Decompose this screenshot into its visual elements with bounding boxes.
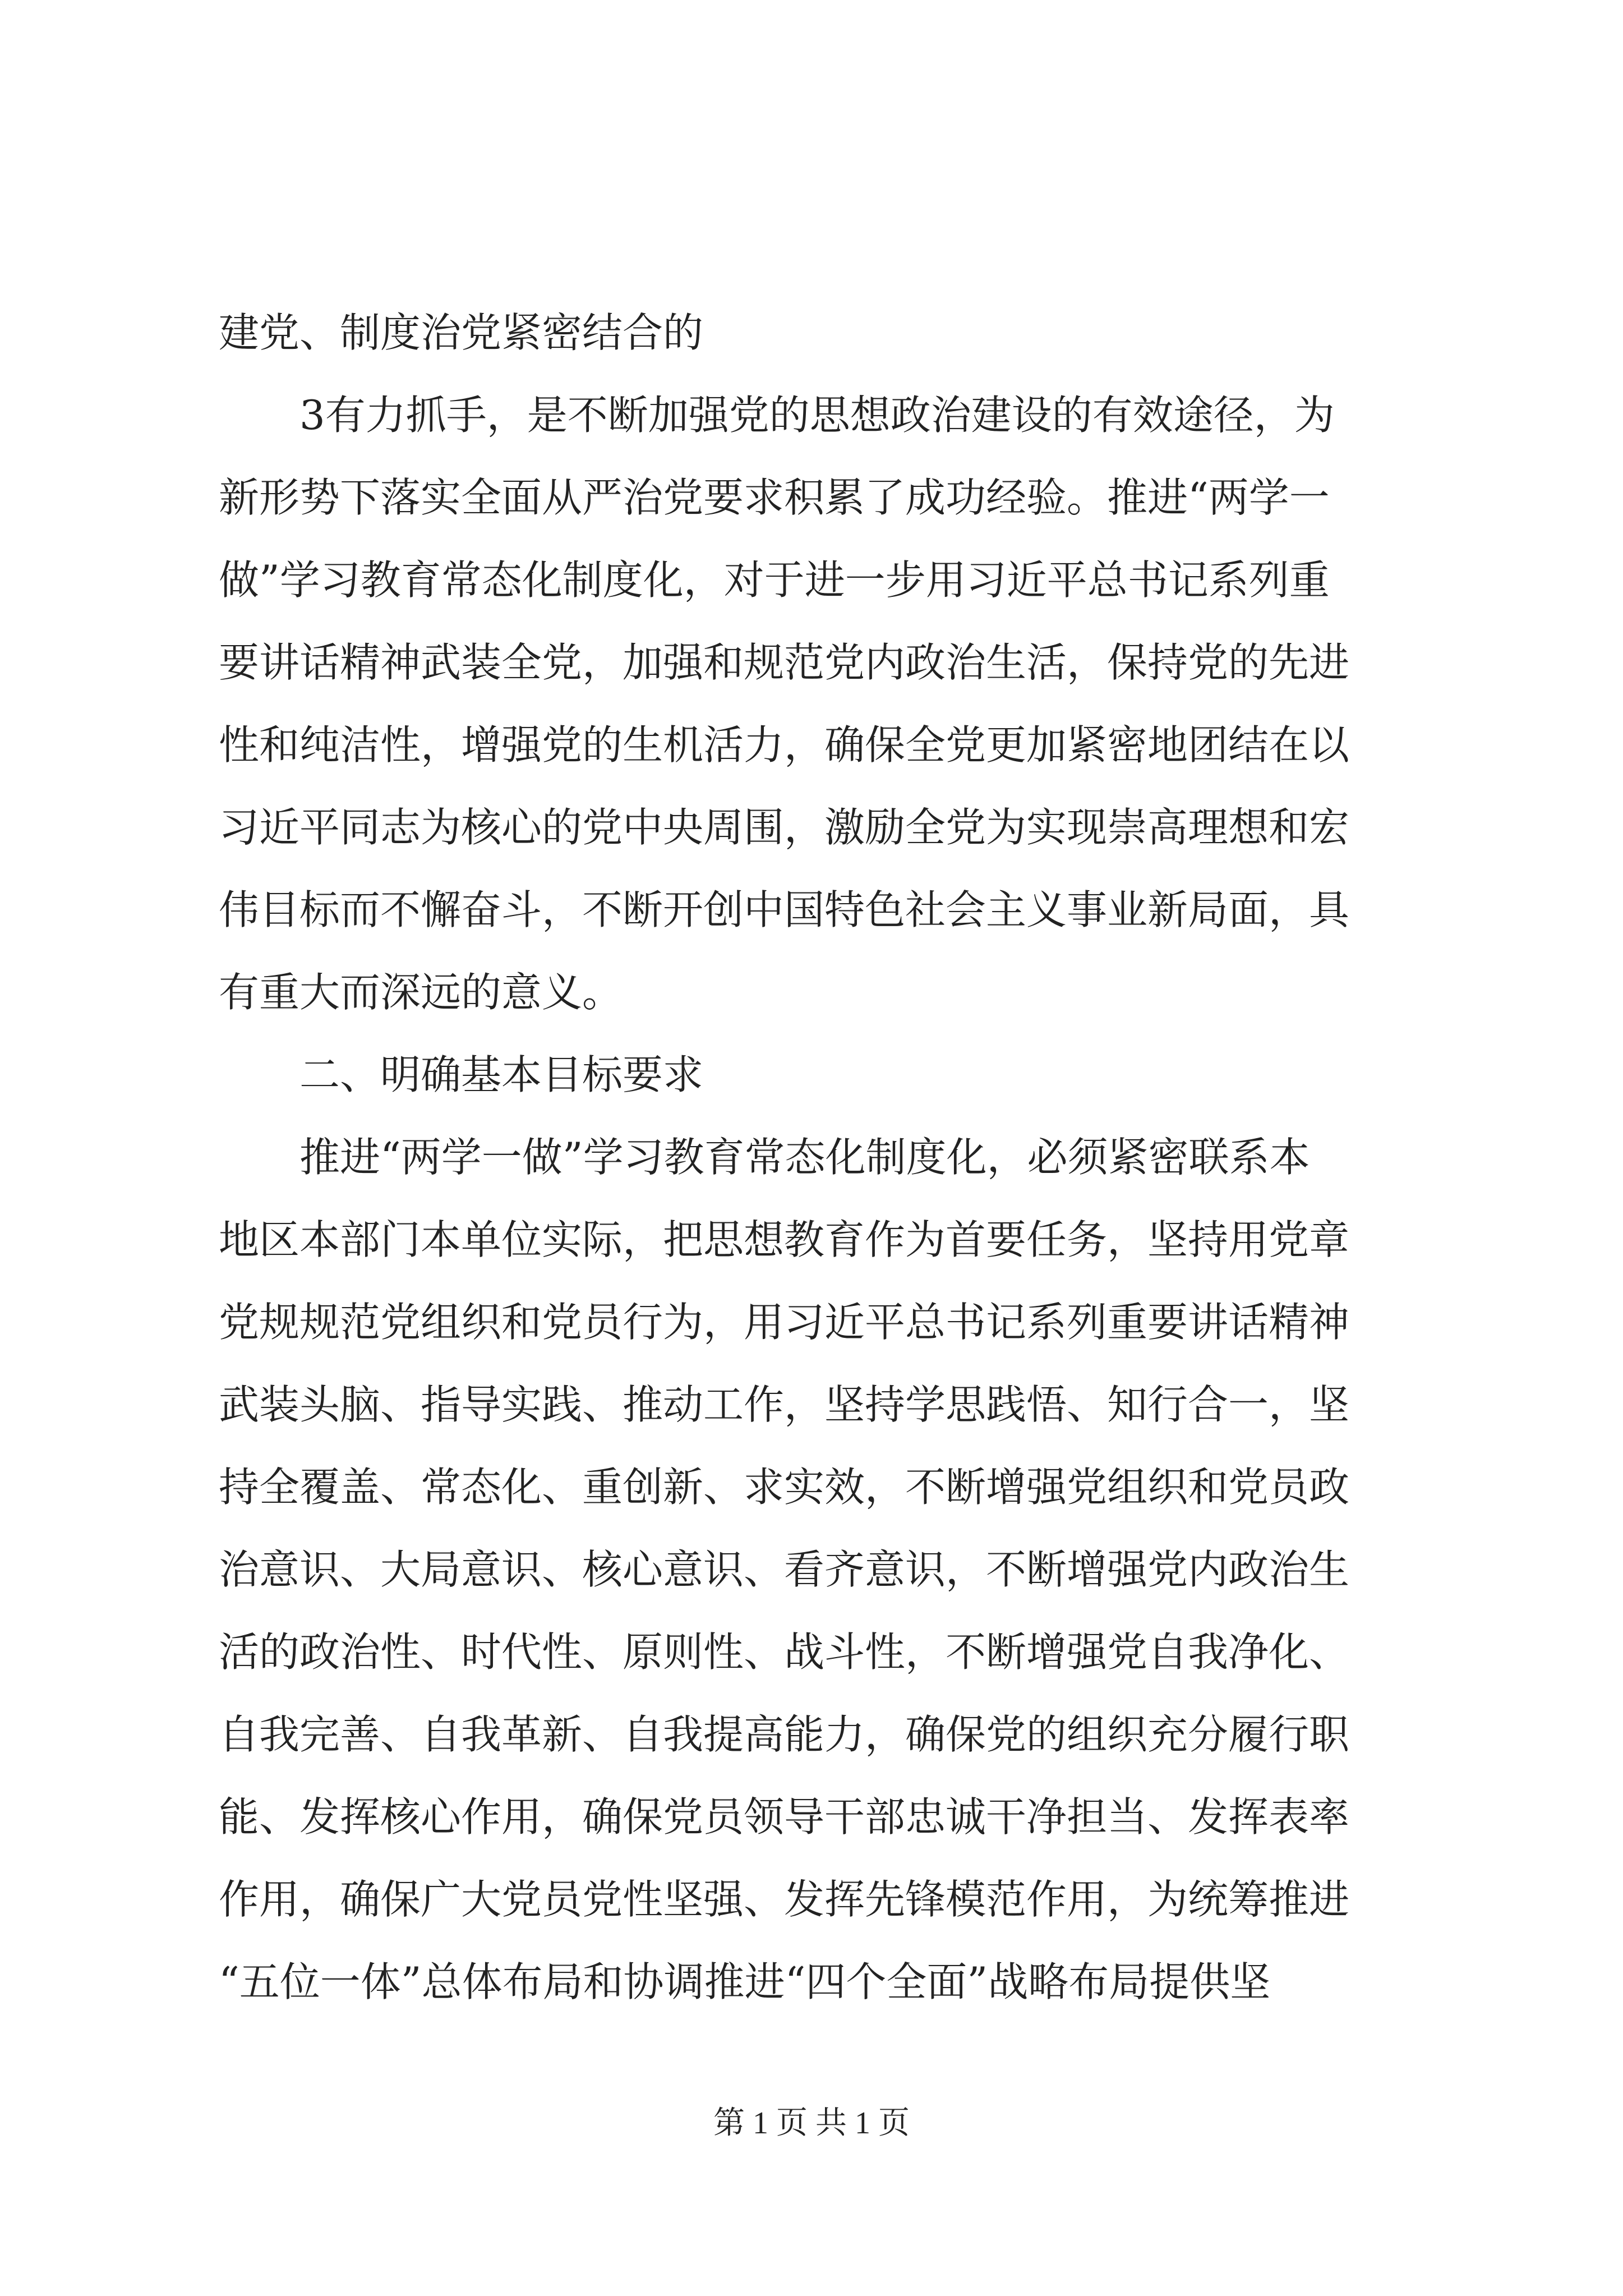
text-line-12: 地区本部门本单位实际，把思想教育作为首要任务，坚持用党章 bbox=[219, 1216, 1350, 1263]
text-line-18: 自我完善、自我革新、自我提高能力，确保党的组织充分履行职 bbox=[219, 1711, 1350, 1758]
text-line-3: 新形势下落实全面从严治党要求积累了成功经验。推进“两学一 bbox=[219, 474, 1330, 521]
text-line-15: 持全覆盖、常态化、重创新、求实效，不断增强党组织和党员政 bbox=[219, 1464, 1350, 1511]
text-line-4: 做”学习教育常态化制度化，对于进一步用习近平总书记系列重 bbox=[219, 556, 1330, 604]
document-body bbox=[219, 292, 1408, 2023]
text-line-7: 习近平同志为核心的党中央周围，激励全党为实现崇高理想和宏 bbox=[219, 804, 1350, 851]
text-line-5: 要讲话精神武装全党，加强和规范党内政治生活，保持党的先进 bbox=[219, 639, 1350, 686]
text-line-14: 武装头脑、指导实践、推动工作，坚持学思践悟、知行合一，坚 bbox=[219, 1381, 1350, 1428]
text-line-2: 3有力抓手，是不断加强党的思想政治建设的有效途径，为 bbox=[219, 392, 1335, 439]
page-number-label: 第 1 页 共 1 页 bbox=[713, 2106, 910, 2141]
text-line-8: 伟目标而不懈奋斗，不断开创中国特色社会主义事业新局面，具 bbox=[219, 886, 1350, 933]
text-line-21: “五位一体”总体布局和协调推进“四个全面”战略布局提供坚 bbox=[219, 1958, 1271, 2005]
text-line-1: 建党、制度治党紧密结合的 bbox=[219, 309, 704, 356]
text-line-20: 作用，确保广大党员党性坚强、发挥先锋模范作用，为统筹推进 bbox=[219, 1876, 1350, 1923]
text-line-19: 能、发挥核心作用，确保党员领导干部忠诚干净担当、发挥表率 bbox=[219, 1793, 1350, 1841]
text-line-16: 治意识、大局意识、核心意识、看齐意识，不断增强党内政治生 bbox=[219, 1546, 1350, 1593]
page-footer bbox=[0, 2098, 1623, 2143]
text-line-6: 性和纯洁性，增强党的生机活力，确保全党更加紧密地团结在以 bbox=[219, 721, 1350, 769]
section-heading: 二、明确基本目标要求 bbox=[219, 1051, 704, 1098]
text-line-17: 活的政治性、时代性、原则性、战斗性，不断增强党自我净化、 bbox=[219, 1628, 1350, 1676]
text-line-9: 有重大而深远的意义。 bbox=[219, 969, 623, 1016]
text-line-13: 党规规范党组织和党员行为，用习近平总书记系列重要讲话精神 bbox=[219, 1299, 1350, 1346]
text-line-11: 推进“两学一做”学习教育常态化制度化，必须紧密联系本 bbox=[219, 1134, 1310, 1181]
